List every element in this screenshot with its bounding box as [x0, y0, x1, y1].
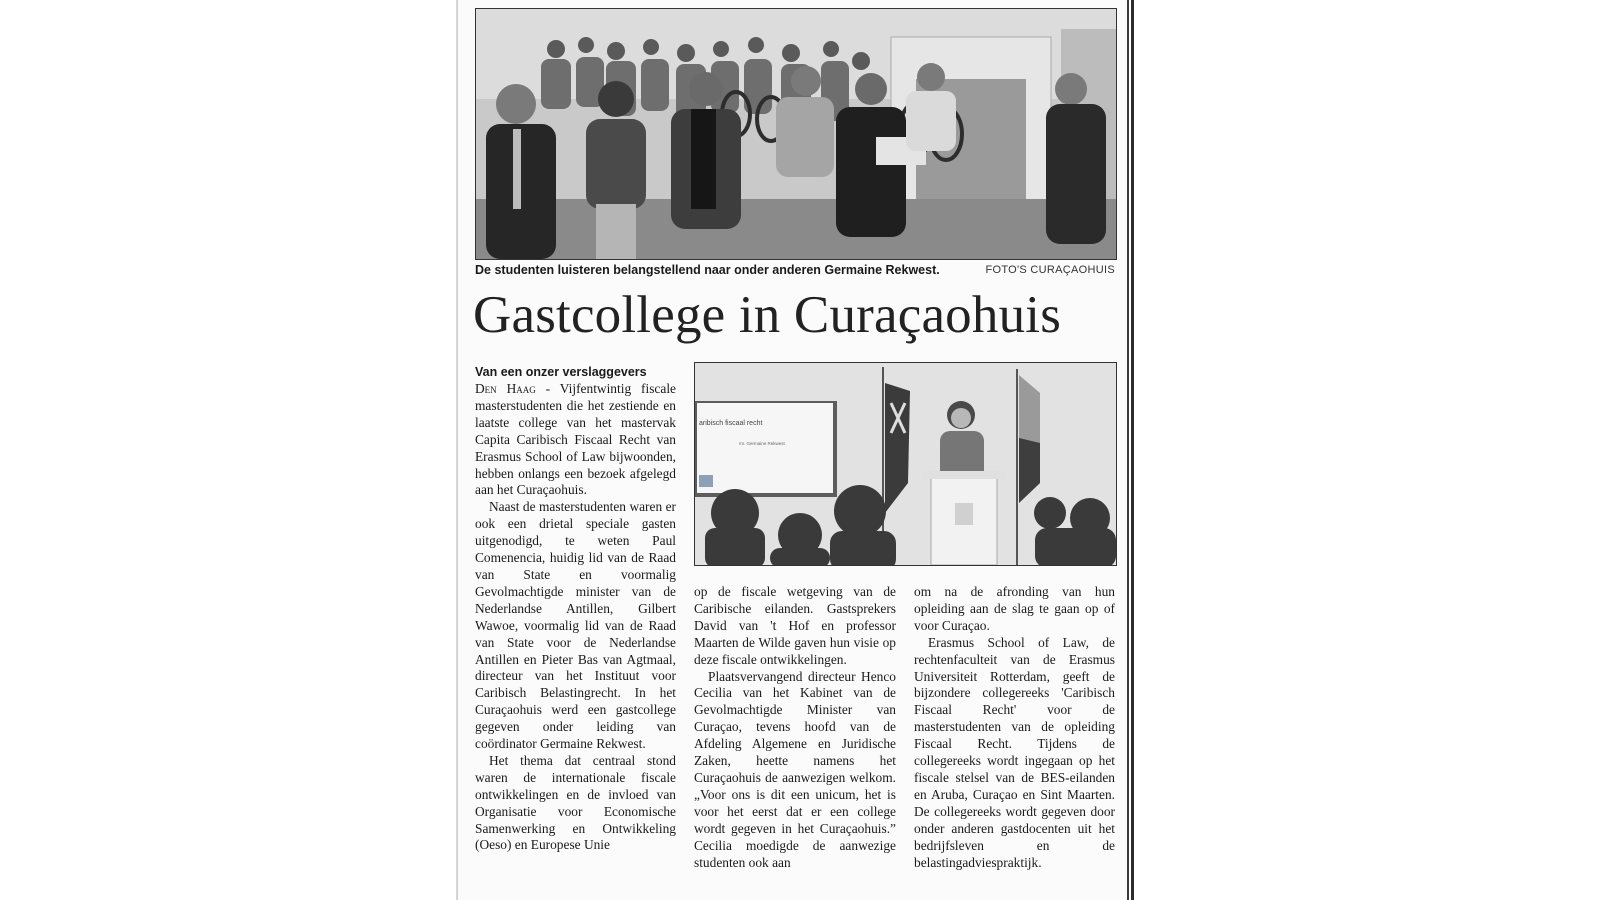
caption-text: De studenten luisteren belangstellend naar onder anderen Germaine Rekwest. [475, 263, 940, 277]
slide-subtitle: mr. Germaine Rekwest [739, 441, 785, 446]
article-paragraph: Naast de masterstudenten waren er ook een drietal speciale gasten uitgenodigd, te weten Paul Comenencia, huidig lid van de Raad van State en voormalig Gevolmachtigde minister van de Nederlandse Antillen, Gilbert Wawoe, voormalig lid van de Raad van State voor de Nederlandse Antillen en Pieter Bas van Agtmaal, directeur van het Instituut voor Caribisch Belastingrecht. In het Curaçaohuis werd een gastcollege gegeven onder leiding van coördinator Germaine Rekwest. [475, 499, 676, 752]
article-paragraph: Het thema dat centraal stond waren de internationale fiscale ontwikkelingen en de invloed van Organisatie voor Economische Samenwerking en Ontwikkeling (Oeso) en Europese Unie [475, 752, 676, 853]
article-column-2 [694, 584, 896, 871]
article-paragraph: Plaatsvervangend directeur Henco Cecilia van het Kabinet van de Gevolmachtigde Minister van Curaçao, tevens hoofd van de Afdeling Algemene en Juridische Zaken, heette namens het Curaçaohuis de aanwezigen welkom. „Voor ons is dit een unicum, het is voor het eerst dat er een college wordt gegeven in het Curaçaohuis.” Cecilia moedigde de aanwezige studenten ook aan [694, 668, 896, 870]
lead-text: - Vijfentwintig fiscale masterstudenten die het zestiende en laatste college van het mastervak Capita Caribisch Fiscaal Recht van Erasmus School of Law bijwoonden, hebben onlangs een bezoek afgelegd aan het Curaçaohuis. [475, 381, 676, 498]
article-paragraph: Erasmus School of Law, de rechtenfaculteit van de Erasmus Universiteit Rotterdam, geeft de bijzondere collegereeks 'Caribisch Fiscaal Recht' voor de masterstudenten van de opleiding Fiscaal Recht. Tijdens de collegereeks wordt ingegaan op het fiscale stelsel van de BES-eilanden en Aruba, Curaçao en Sint Maarten. De collegereeks wordt gegeven door onder anderen gastdocenten uit het bedrijfsleven en de belastingadviespraktijk. [914, 634, 1115, 870]
article-paragraph: op de fiscale wetgeving van de Caribische eilanden. Gastsprekers David van 't Hof en professor Maarten de Wilde gaven hun visie op deze fiscale ontwikkelingen. [694, 584, 896, 667]
slide-title: aribisch fiscaal recht [699, 420, 763, 427]
headline: Gastcollege in Curaçaohuis [473, 286, 1062, 344]
article-column-3 [914, 584, 1115, 871]
article-paragraph [475, 381, 676, 499]
photo-caption [475, 263, 1115, 281]
dateline: Den Haag [475, 381, 536, 396]
article-paragraph: om na de afronding van hun opleiding aan de slag te gaan op of voor Curaçao. [914, 584, 1115, 633]
article-column-1 [475, 381, 676, 854]
page-right-edge [1131, 0, 1134, 900]
audience-photo [475, 8, 1117, 260]
speaker-photo [694, 362, 1117, 566]
photo-credit: FOTO'S CURAÇAOHUIS [985, 264, 1115, 276]
byline: Van een onzer verslaggevers [475, 365, 647, 379]
page-left-edge [457, 0, 458, 900]
